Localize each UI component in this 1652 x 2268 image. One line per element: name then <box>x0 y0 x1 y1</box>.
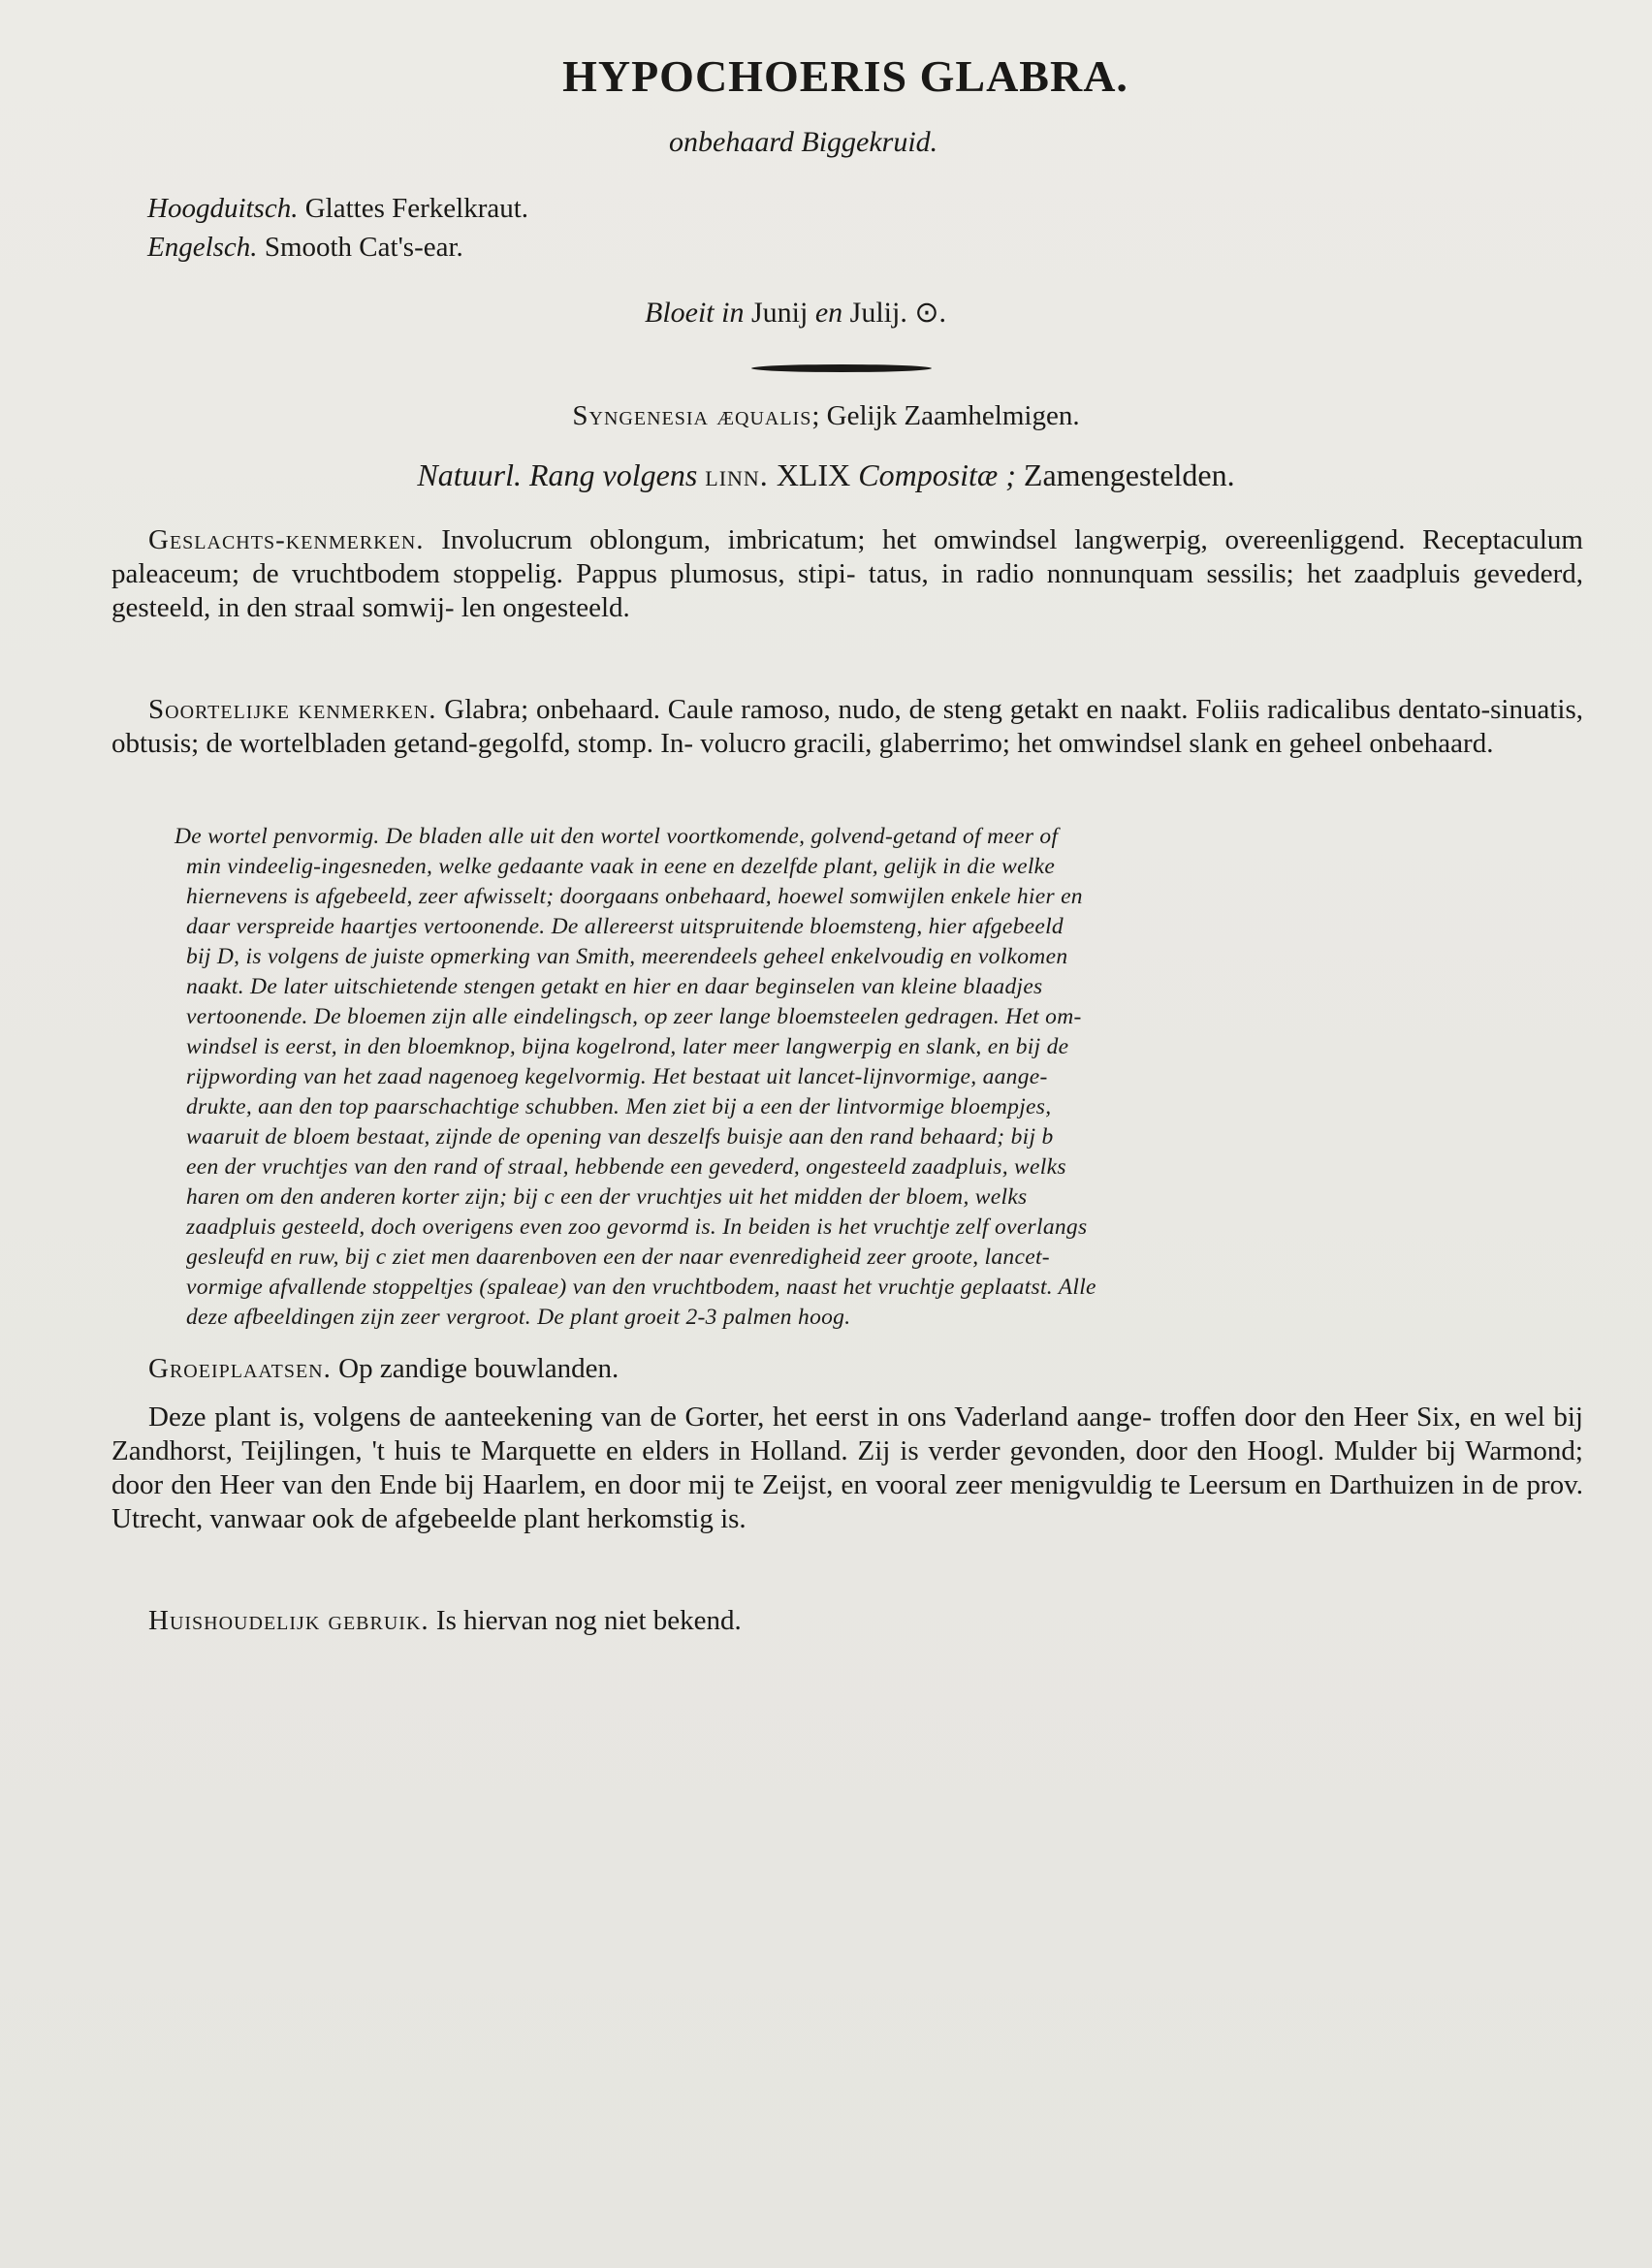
name-german <box>147 189 528 228</box>
rank-linn: linn. <box>705 457 769 492</box>
section-head: Geslachts-kenmerken. <box>148 524 425 555</box>
class-rest: ; Gelijk Zaamhelmigen. <box>811 400 1080 431</box>
lang-label: Hoogduitsch. <box>147 193 299 224</box>
desc-line: gesleufd en ruw, bij c ziet men daarenboven een der naar evenredigheid zeer groote, lancet- <box>186 1244 1050 1270</box>
desc-line: rijpwording van het zaad nagenoeg kegelvormig. Het bestaat uit lancet-lijnvormige, aange- <box>186 1064 1048 1089</box>
lang-label: Engelsch. <box>147 232 258 263</box>
text-line: overeenliggend. Receptaculum paleaceum; de vruchtbodem stoppelig. Pappus plumosus, stipi- <box>111 524 1583 589</box>
desc-line: waaruit de bloem bestaat, zijnde de opening van deszelfs buisje aan den rand behaard; bij b <box>186 1124 1054 1150</box>
bloom-and: en <box>814 297 843 329</box>
desc-line: vormige afvallende stoppeltjes (spaleae) van den vruchtbodem, naast het vruchtje geplaatst. Alle <box>186 1275 1096 1300</box>
desc-line: drukte, aan den top paarschachtige schubben. Men ziet bij a een der lintvormige bloempjes, <box>186 1094 1052 1119</box>
name-english <box>147 228 528 267</box>
page-title: HYPOCHOERIS GLABRA. <box>562 51 1128 101</box>
text-line: en Darthuizen in de prov. Utrecht, vanwaar ook de afgebeelde plant herkomstig is. <box>111 1469 1584 1534</box>
description <box>175 822 1582 1333</box>
linnaean-class <box>0 400 1652 432</box>
annual-symbol: ⊙. <box>914 297 946 329</box>
rank-number: XLIX <box>776 457 851 492</box>
household-use <box>111 1604 1583 1638</box>
distribution-history <box>111 1401 1583 1536</box>
desc-line: De wortel penvormig. De bladen alle uit den wortel voortkomende, golvend-getand of meer of <box>175 824 1059 849</box>
species-characters <box>111 693 1583 761</box>
text-line: Is hiervan nog niet bekend. <box>435 1605 742 1636</box>
name-value: Smooth Cat's-ear. <box>264 232 463 263</box>
desc-line: min vindeelig-ingesneden, welke gedaante vaak in eene en dezelfde plant, gelijk in die welke <box>186 854 1056 879</box>
genus-characters <box>111 523 1583 625</box>
text-line: tatus, in radio nonnunquam sessilis; het zaadpluis gevederd, gesteeld, in den straal somwij- <box>111 558 1583 623</box>
text-line: Op zandige bouwlanden. <box>338 1353 620 1384</box>
bloom-label: Bloeit in <box>645 297 745 329</box>
section-head: Groeiplaatsen. <box>148 1353 332 1384</box>
bloom-month-2: Julij. <box>849 297 907 329</box>
section-head: Huishoudelijk gebruik. <box>148 1605 429 1636</box>
desc-line: windsel is eerst, in den bloemknop, bijna kogelrond, later meer langwerpig en slank, en bij de <box>186 1034 1069 1059</box>
text-line: van den Ende bij Haarlem, en door mij te Zeijst, en vooral zeer menigvuldig te Leersum <box>282 1469 1287 1500</box>
text-line: Glabra; onbehaard. Caule ramoso, nudo, de steng getakt en <box>444 694 1113 725</box>
desc-line: zaadpluis gesteeld, doch overigens even zoo gevormd is. In beiden is het vruchtje zelf overlangs <box>186 1214 1088 1240</box>
desc-line: haren om den anderen korter zijn; bij c een der vruchtjes uit het midden der bloem, welks <box>186 1184 1028 1210</box>
desc-line: naakt. De later uitschietende stengen getakt en hier en daar beginselen van kleine blaadjes <box>186 974 1043 999</box>
text-line: volucro gracili, glaberrimo; het omwindsel slank en geheel onbehaard. <box>700 728 1494 759</box>
desc-line: een der vruchtjes van den rand of straal, hebbende een gevederd, ongesteeld zaadpluis, welks <box>186 1154 1066 1180</box>
desc-line: deze afbeeldingen zijn zeer vergroot. De plant groeit 2-3 palmen hoog. <box>186 1305 851 1330</box>
rank-family: Zamengestelden. <box>1023 457 1235 492</box>
text-line: Deze plant is, volgens de aanteekening van de Gorter, het eerst in ons Vaderland aange- <box>148 1402 1152 1433</box>
vernacular-names <box>147 189 528 267</box>
rank-label: Natuurl. Rang volgens <box>417 457 698 492</box>
bloom-month: Junij <box>750 297 809 329</box>
text-line: len ongesteeld. <box>461 592 630 623</box>
flowering-period <box>645 296 946 330</box>
text-line: in Holland. Zij is verder gevonden, door den Hoogl. Mulder bij Warmond; door den Heer <box>111 1435 1583 1500</box>
desc-line: vertoonende. De bloemen zijn alle eindelingsch, op zeer lange bloemsteelen gedragen. Het om- <box>186 1004 1082 1029</box>
desc-line: hiernevens is afgebeeld, zeer afwisselt; doorgaans onbehaard, hoewel somwijlen enkele hier en <box>186 884 1083 909</box>
habitat <box>111 1352 1583 1386</box>
name-value: Glattes Ferkelkraut. <box>304 193 529 224</box>
section-head: Soortelijke kenmerken. <box>148 694 437 725</box>
text-line: naakt. Foliis radicalibus dentato-sinuatis, obtusis; de wortelbladen getand-gegolfd, stomp. In- <box>111 694 1583 759</box>
text-line: troffen door den Heer Six, en wel bij Zandhorst, Teijlingen, 't huis te Marquette en elders <box>111 1402 1583 1466</box>
rank-family-latin: Compositæ ; <box>858 457 1016 492</box>
class-head: Syngenesia æqualis <box>572 400 812 431</box>
desc-line: bij D, is volgens de juiste opmerking van Smith, meerendeels geheel enkelvoudig en volkomen <box>186 944 1068 969</box>
natural-rank <box>0 457 1652 493</box>
divider <box>751 364 932 372</box>
dutch-name: onbehaard Biggekruid. <box>669 126 938 158</box>
desc-line: daar verspreide haartjes vertoonende. De allereerst uitspruitende bloemsteng, hier afgebeeld <box>186 914 1064 939</box>
text-line: Involucrum oblongum, imbricatum; het omwindsel langwerpig, <box>441 524 1208 555</box>
